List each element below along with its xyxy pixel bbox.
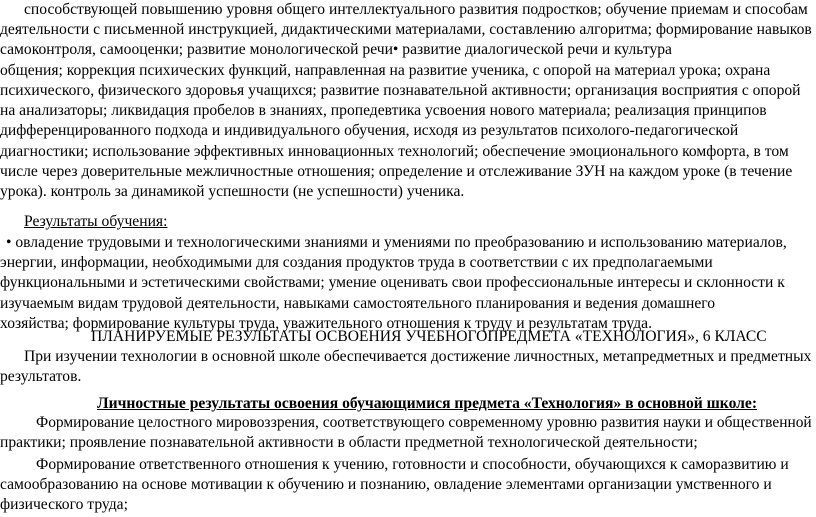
tasks-line-1: способствующей повышению уровня общего интеллектуального развития подростков; обучение приемам и способам [24,1,808,18]
intro-line-1: При изучении технологии в основной школе обеспечивается достижение личностных, метапредметных и предметных [24,348,812,365]
section-title: ПЛАНИРУЕМЫЕ РЕЗУЛЬТАТЫ ОСВОЕНИЯ УЧЕБНОГОПРЕДМЕТА «ТЕХНОЛОГИЯ», 6 КЛАСС [91,328,767,345]
tasks-line-5: психического, физического здоровья учащихся; развитие познавательной активности; организация восприятия с опорой [0,82,801,99]
tasks-line-4: общения; коррекция психических функций, направленная на развитие ученика, с опорой на материал урока; охрана [0,62,771,79]
personal-line-2: практики; проявление познавательной активности в области предметной технологической деятельности; [0,434,698,451]
personal-line-1: Формирование целостного мировоззрения, соответствующего современному уровню развития науки и общественной [36,414,812,431]
personal-line-4: самообразованию на основе мотивации к обучению и познанию, овладение элементами организации умственного и [0,476,772,493]
results-line-3: функциональными и эстетическими свойствами; умение оценивать свои профессиональные интересы и склонности к [0,274,785,291]
results-line-4: изучаемым видам трудовой деятельности, навыками самостоятельного планирования и ведения домашнего [0,295,716,312]
results-line-2: энергии, информации, необходимыми для создания продуктов труда в соответствии с их предполагаемыми [0,254,713,271]
tasks-line-8: диагностики; использование эффективных инновационных технологий; обеспечение эмоционального комфорта, в том [0,143,789,160]
tasks-line-3: самоконтроля, самооценки; развитие монологической речи• развитие диалогической речи и культура [0,41,672,58]
tasks-line-10: урока). контроль за динамикой успешности (не успешности) ученика. [0,183,465,200]
tasks-line-2: деятельности с письменной инструкцией, дидактическими материалами, составлению алгоритма; формирование навыков [0,21,812,38]
results-heading: Результаты обучения: [24,213,168,230]
personal-line-3: Формирование ответственного отношения к учению, готовности и способности, обучающихся к саморазвитию и [36,456,789,473]
personal-results-heading: Личностные результаты освоения обучающимися предмета «Технология» в основной школе: [97,395,758,412]
tasks-line-7: дифференцированного подхода и индивидуального обучения, исходя из результатов психолого-педагогической [0,122,739,139]
tasks-line-6: на анализаторы; ликвидация пробелов в знаниях, пропедевтика усвоения нового материала; реализация принципов [0,102,767,119]
results-line-1: • овладение трудовыми и технологическими знаниями и умениями по преобразованию и использованию материалов, [6,234,787,251]
tasks-line-9: числе через доверительные межличностные отношения; определение и отслеживание ЗУН на каждом уроке (в течение [0,163,793,180]
intro-line-2: результатов. [0,368,82,385]
personal-line-5: физического труда; [0,496,128,513]
results-line-5: хозяйства; формирование культуры труда, уважительного отношения к труду и результатам труда. [0,315,652,332]
